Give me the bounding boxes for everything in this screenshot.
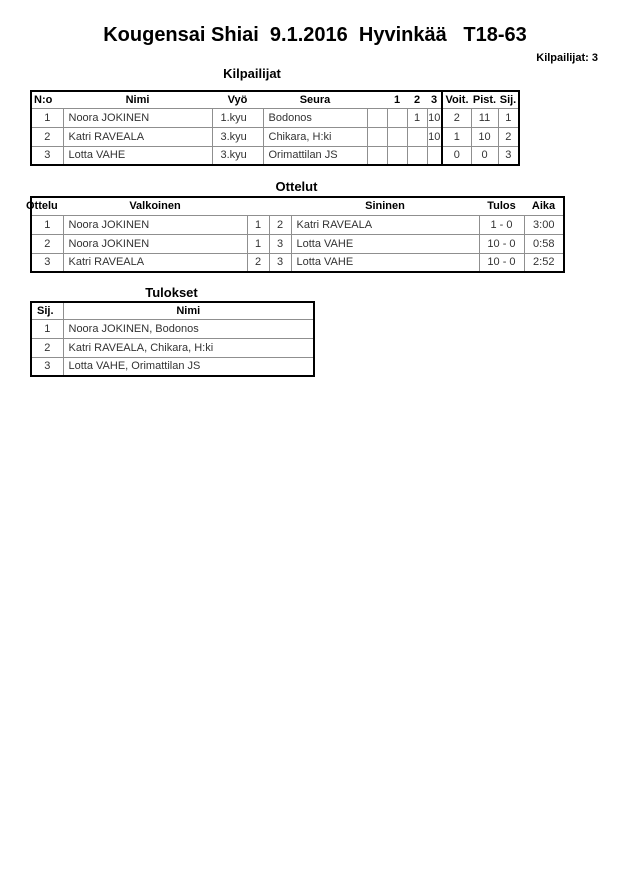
col-header-points: Pist. [471,91,498,108]
cell-time: 3:00 [524,215,564,234]
cell-blue-no: 3 [269,234,291,253]
cell-time: 0:58 [524,234,564,253]
cell-vs1 [387,108,407,127]
cell-blue-no: 3 [269,253,291,272]
col-header-blue: Sininen [291,197,479,215]
competitor-row [31,146,519,165]
cell-vs1 [387,127,407,146]
col-header-place: Sij. [31,302,63,319]
cell-blue-name: Katri RAVEALA [291,215,479,234]
matches-table [26,196,565,273]
cell-spacer [367,108,387,127]
cell-blue-name: Lotta VAHE [291,234,479,253]
cell-belt: 1.kyu [212,108,263,127]
col-header-opp3: 3 [427,91,442,108]
page-title: Kougensai Shiai 9.1.2016 Hyvinkää T18-63 [103,24,527,46]
competitor-row [31,108,519,127]
cell-club: Bodonos [263,108,367,127]
competitors-count-label: Kilpailijat: 3 [536,52,598,64]
cell-club: Chikara, H:ki [263,127,367,146]
cell-vs2 [407,127,427,146]
cell-name-club: Katri RAVEALA, Chikara, H:ki [63,338,314,357]
col-header-club: Seura [263,91,367,108]
col-header-wins: Voit. [442,91,471,108]
cell-result: 1 - 0 [479,215,524,234]
col-header-white: Valkoinen [63,197,247,215]
cell-place: 3 [31,357,63,376]
cell-name: Katri RAVEALA [63,127,212,146]
competitor-row [31,127,519,146]
cell-spacer [367,127,387,146]
competitors-heading: Kilpailijat [223,66,281,81]
cell-belt: 3.kyu [212,127,263,146]
col-header-no: N:o [31,91,63,108]
col-header-name: Nimi [63,302,314,319]
results-heading: Tulokset [145,285,198,300]
col-header-result: Tulos [479,197,524,215]
col-header-white-no [247,197,269,215]
cell-name: Lotta VAHE [63,146,212,165]
cell-club: Orimattilan JS [263,146,367,165]
cell-match-no: 2 [31,234,63,253]
col-header-opp1: 1 [387,91,407,108]
cell-result: 10 - 0 [479,234,524,253]
col-header-opp2: 2 [407,91,427,108]
cell-wins: 1 [442,127,471,146]
cell-place: 2 [498,127,519,146]
cell-vs2 [407,146,427,165]
cell-white-name: Noora JOKINEN [63,234,247,253]
cell-points: 11 [471,108,498,127]
col-header-match-label: Ottelu [26,200,58,213]
cell-name-club: Lotta VAHE, Orimattilan JS [63,357,314,376]
matches-header-row [31,197,564,215]
cell-belt: 3.kyu [212,146,263,165]
match-row [31,234,564,253]
results-table [30,301,315,377]
col-header-time: Aika [524,197,564,215]
cell-white-name: Noora JOKINEN [63,215,247,234]
cell-points: 0 [471,146,498,165]
cell-white-no: 1 [247,234,269,253]
cell-place: 1 [31,319,63,338]
cell-no: 3 [31,146,63,165]
cell-spacer [367,146,387,165]
cell-vs3: 10 [427,127,442,146]
cell-wins: 0 [442,146,471,165]
cell-white-no: 1 [247,215,269,234]
cell-place: 2 [31,338,63,357]
match-row [31,253,564,272]
cell-vs3 [427,146,442,165]
match-row [31,215,564,234]
matches-heading: Ottelut [275,179,318,194]
cell-no: 1 [31,108,63,127]
competitors-table [30,90,520,166]
cell-name: Noora JOKINEN [63,108,212,127]
cell-vs3: 10 [427,108,442,127]
cell-match-no: 3 [31,253,63,272]
cell-white-no: 2 [247,253,269,272]
cell-white-name: Katri RAVEALA [63,253,247,272]
col-header-match [26,197,63,215]
col-header-blue-no [269,197,291,215]
cell-place: 3 [498,146,519,165]
competitors-header-row [31,91,519,108]
col-header-name: Nimi [63,91,212,108]
cell-time: 2:52 [524,253,564,272]
col-header-belt: Vyö [212,91,263,108]
cell-no: 2 [31,127,63,146]
cell-blue-name: Lotta VAHE [291,253,479,272]
result-row [31,357,314,376]
results-header-row [31,302,314,319]
cell-vs2: 1 [407,108,427,127]
col-header-place: Sij. [498,91,519,108]
col-header-spacer [367,91,387,108]
result-row [31,338,314,357]
cell-place: 1 [498,108,519,127]
cell-points: 10 [471,127,498,146]
cell-match-no: 1 [31,215,63,234]
cell-vs1 [387,146,407,165]
cell-name-club: Noora JOKINEN, Bodonos [63,319,314,338]
cell-result: 10 - 0 [479,253,524,272]
cell-blue-no: 2 [269,215,291,234]
cell-wins: 2 [442,108,471,127]
result-row [31,319,314,338]
